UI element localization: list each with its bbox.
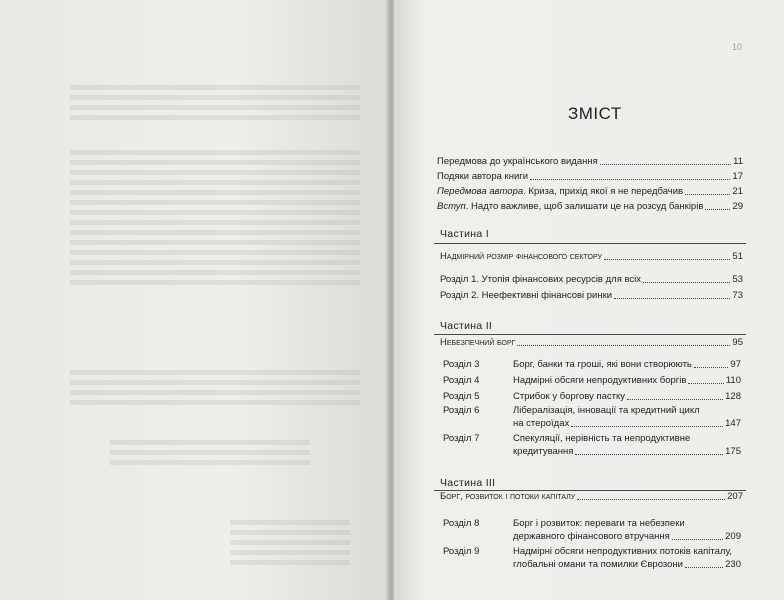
dot-leader	[672, 539, 723, 540]
chapter-label: Розділ 7	[443, 433, 480, 444]
ghost-text-block	[70, 370, 360, 410]
chapter-page: 175	[725, 446, 741, 457]
chapter-page: 97	[730, 359, 741, 370]
chapter-title-line: державного фінансового втручання	[513, 531, 670, 542]
chapter-label: Розділ 4	[443, 375, 480, 386]
chapter-title-line: Стрибок у боргову пастку	[513, 391, 626, 402]
dot-leader	[577, 499, 725, 500]
dot-leader	[614, 298, 730, 299]
toc-entry	[437, 200, 743, 213]
toc-entry	[437, 185, 743, 198]
chapter-page: 128	[725, 391, 741, 402]
chapter-title-line: глобальні омани та помилки Єврозони	[513, 559, 683, 570]
chapter-title-line: Лібералізація, інновації та кредитний цикл	[513, 405, 700, 416]
left-page	[0, 0, 388, 600]
part-page: 51	[732, 251, 743, 262]
toc-entry-italic: Вступ	[437, 201, 466, 212]
chapter-page: 147	[725, 418, 741, 429]
ghost-text-block	[70, 150, 360, 290]
dot-leader	[575, 454, 723, 455]
chapter-title-line: Борг, банки та гроші, які вони створюють	[513, 359, 692, 370]
toc-entry-italic: Передмова автора	[437, 186, 524, 197]
ghost-text-block	[230, 520, 350, 570]
part-title: Небезпечний борг	[440, 337, 516, 348]
chapter-title-line: Надмірні обсяги непродуктивних боргів	[513, 375, 687, 386]
chapter-page: 209	[725, 531, 741, 542]
part-label: Частина III	[440, 477, 496, 489]
chapter-label: Розділ 5	[443, 391, 480, 402]
dot-leader	[627, 399, 723, 400]
chapter-entry	[443, 545, 743, 571]
dot-leader	[517, 345, 730, 346]
dot-leader	[600, 164, 731, 165]
part-title: Надмірний розмір фінансового сектору	[440, 251, 602, 262]
toc-entry-page: 29	[732, 201, 743, 212]
chapter-page: 73	[732, 290, 743, 301]
chapter-label: Розділ 9	[443, 546, 480, 557]
chapter-title-line: кредитування	[513, 446, 574, 457]
part-rule	[434, 334, 746, 335]
toc-entry-text: . Надто важливе, щоб залишати це на розсуд банкірів	[465, 201, 704, 212]
chapter-entry	[443, 390, 743, 403]
toc-entry	[437, 170, 743, 183]
dot-leader	[643, 282, 730, 283]
toc-entry-page: 17	[732, 171, 743, 182]
chapter-entry	[440, 273, 743, 286]
dot-leader	[571, 426, 723, 427]
chapter-title-line: Спекуляції, нерівність та непродуктивне	[513, 433, 691, 444]
dot-leader	[530, 179, 730, 180]
toc-entry-text: . Криза, прихід якої я не передбачив	[523, 186, 684, 197]
toc-entry	[437, 155, 743, 168]
chapter-label: Розділ 8	[443, 518, 480, 529]
toc-entry-page: 21	[732, 186, 743, 197]
dot-leader	[694, 367, 729, 368]
chapter-entry	[443, 517, 743, 543]
ghost-text-block	[70, 85, 360, 121]
ghost-text-block	[110, 440, 310, 466]
chapter-entry	[443, 432, 743, 458]
dot-leader	[604, 259, 731, 260]
part-page: 95	[732, 337, 743, 348]
part-page: 207	[727, 491, 743, 502]
part-label: Частина II	[440, 320, 493, 332]
part-rule	[434, 243, 746, 244]
dot-leader	[688, 383, 723, 384]
part-title-entry	[440, 336, 743, 349]
chapter-entry	[443, 404, 743, 430]
part-title-entry	[440, 250, 743, 263]
chapter-entry	[440, 289, 743, 302]
dot-leader	[685, 194, 730, 195]
toc-entry-text: Передмова до українського видання	[437, 156, 598, 167]
chapter-entry	[443, 374, 743, 387]
chapter-title-line: на стероїдах	[513, 418, 570, 429]
chapter-text: Розділ 2. Неефективні фінансові ринки	[440, 290, 613, 301]
chapter-page: 53	[732, 274, 743, 285]
part-title: Борг, розвиток і потоки капіталу	[440, 491, 576, 502]
dot-leader	[705, 209, 730, 210]
chapter-entry	[443, 358, 743, 371]
page-number: 10	[732, 42, 743, 52]
chapter-label: Розділ 6	[443, 405, 480, 416]
toc-entry-text: Подяки автора книги	[437, 171, 529, 182]
chapter-title-line: Надмірні обсяги непродуктивних потоків капіталу,	[513, 546, 732, 557]
chapter-text: Розділ 1. Утопія фінансових ресурсів для всіх	[440, 274, 642, 285]
chapter-page: 110	[725, 375, 741, 386]
toc-title: ЗМІСТ	[568, 104, 622, 123]
part-label: Частина I	[440, 228, 489, 240]
dot-leader	[685, 567, 723, 568]
chapter-title-line: Борг і розвиток: переваги та небезпеки	[513, 518, 685, 529]
part-title-entry	[440, 490, 743, 503]
chapter-page: 230	[725, 559, 741, 570]
chapter-label: Розділ 3	[443, 359, 480, 370]
toc-entry-page: 11	[733, 156, 743, 167]
